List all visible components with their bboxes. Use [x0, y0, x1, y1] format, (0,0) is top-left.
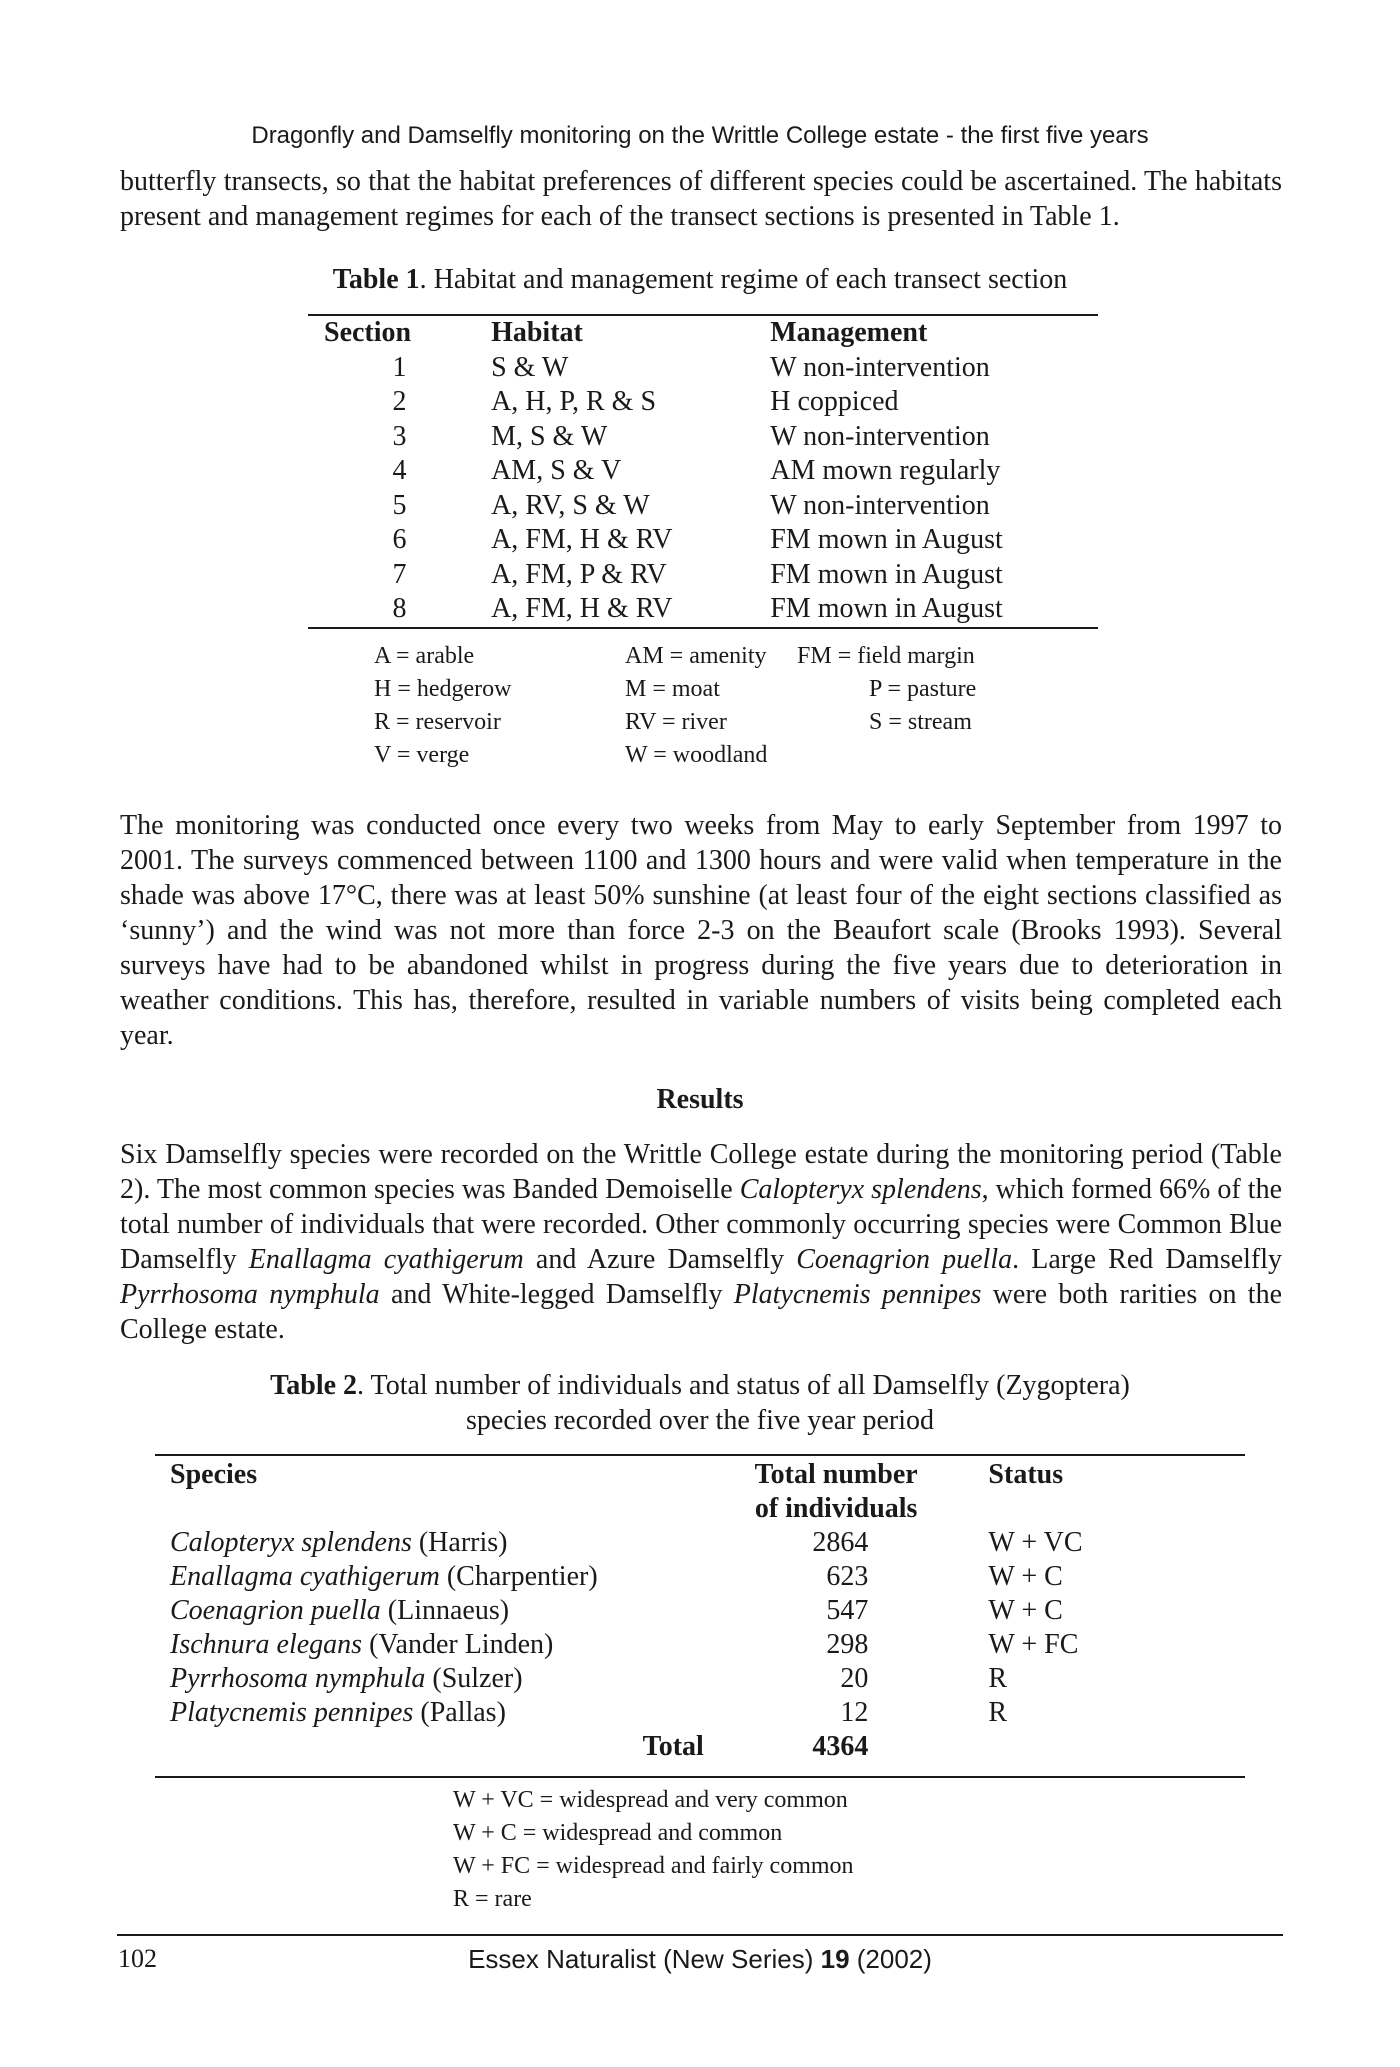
legend-amenity: AM = amenity — [625, 643, 767, 669]
legend-hedgerow: H = hedgerow — [374, 676, 512, 702]
total-value: 2864 — [812, 1527, 869, 1558]
habitat-cell: S & W — [491, 351, 569, 383]
total-cell — [744, 1560, 929, 1594]
table1-bottom-rule — [308, 627, 1098, 629]
methods-paragraph — [120, 808, 1282, 1053]
management-cell: W non-intervention — [770, 420, 990, 452]
total-cell — [744, 1526, 929, 1560]
species-cell — [155, 1594, 744, 1628]
total-cell — [744, 1628, 929, 1662]
status-cell: W + FC — [988, 1629, 1079, 1660]
table-row — [308, 351, 1098, 386]
total-value: 12 — [840, 1697, 869, 1728]
table2-header-species: Species — [170, 1459, 258, 1490]
total-cell — [744, 1594, 929, 1628]
table-row — [308, 489, 1098, 524]
status-cell: R — [988, 1697, 1008, 1728]
results-heading: Results — [656, 1084, 744, 1115]
table-row — [308, 454, 1098, 489]
species-cell — [155, 1560, 744, 1594]
results-text-part: were both rarities on the College estate. — [120, 1279, 1282, 1345]
total-value: 20 — [840, 1663, 869, 1694]
journal-citation — [0, 1944, 1400, 1975]
table2-caption — [0, 1368, 1400, 1403]
table1-caption — [0, 262, 1400, 297]
section-cell: 8 — [392, 593, 407, 624]
species-cell — [155, 1696, 744, 1730]
table2 — [155, 1458, 1245, 1764]
table2-title-line1: . Total number of individuals and status of all Damselfly (Zygoptera) — [357, 1370, 1130, 1401]
table1-header-section: Section — [324, 317, 412, 348]
table2-label: Table 2 — [270, 1370, 358, 1401]
habitat-cell: A, RV, S & W — [491, 489, 650, 521]
species-author: (Sulzer) — [425, 1663, 523, 1694]
habitat-cell: M, S & W — [491, 420, 608, 452]
section-cell: 2 — [392, 386, 407, 417]
footer-rule — [117, 1934, 1283, 1936]
section-cell: 1 — [392, 351, 407, 383]
legend-pasture: P = pasture — [869, 676, 977, 702]
total-value: 547 — [826, 1595, 869, 1626]
table2-total-row — [155, 1730, 1245, 1764]
species-name: Calopteryx splendens — [170, 1527, 412, 1558]
key-item: W + C = widespread and common — [453, 1820, 783, 1846]
management-cell: FM mown in August — [770, 558, 1003, 590]
key-item: W + FC = widespread and fairly common — [453, 1853, 854, 1879]
species-name: Enallagma cyathigerum — [248, 1244, 524, 1275]
section-cell: 3 — [392, 420, 407, 452]
table-row — [308, 420, 1098, 455]
table2-header-total: Total number of individuals — [754, 1459, 918, 1524]
species-name: Pyrrhosoma nymphula — [120, 1279, 380, 1310]
habitat-cell: A, H, P, R & S — [491, 386, 657, 417]
legend-verge: V = verge — [374, 742, 470, 768]
legend-field-margin: FM = field margin — [797, 643, 975, 669]
table1-label: Table 1 — [332, 264, 420, 295]
management-cell: W non-intervention — [770, 351, 990, 383]
methods-text: The monitoring was conducted once every two weeks from May to early September from 1997 to 2001. The surveys commenced between 1100 and 1300 hours and were valid when temperature in the shade was above 17°C, there was at least 50% sunshine (at least four of the eight sections classified as ‘sunny’) and the wind was not more than force 2-3 on the Beaufort scale (Brooks 1993). Several surveys have had to be abandoned whilst in progress during the five years due to deterioration in weather conditions. This has, therefore, resulted in variable numbers of visits being completed each year. — [120, 810, 1282, 1051]
status-cell: R — [988, 1663, 1008, 1694]
table-row — [155, 1560, 1245, 1594]
results-text — [120, 1137, 1282, 1347]
results-paragraph — [120, 1137, 1282, 1347]
species-cell — [155, 1628, 744, 1662]
legend-woodland: W = woodland — [625, 742, 768, 768]
page-number: 102 — [118, 1944, 157, 1973]
species-name: Platycnemis pennipes — [170, 1697, 414, 1728]
table-row — [155, 1628, 1245, 1662]
table1 — [308, 316, 1098, 627]
species-name: Ischnura elegans — [170, 1629, 363, 1660]
journal-year: (2002) — [849, 1944, 932, 1974]
results-text-part: and White-legged Damselfly — [379, 1279, 734, 1310]
table1-header-management: Management — [770, 317, 928, 348]
habitat-cell: A, FM, H & RV — [491, 593, 673, 624]
table1-title: . Habitat and management regime of each transect section — [419, 264, 1068, 295]
status-cell: W + C — [988, 1561, 1063, 1592]
journal-name: Essex Naturalist (New Series) — [468, 1944, 821, 1974]
species-cell — [155, 1526, 744, 1560]
species-author: (Pallas) — [413, 1697, 506, 1728]
key-item: R = rare — [453, 1886, 532, 1912]
section-cell: 7 — [392, 558, 407, 590]
table1-header-habitat: Habitat — [491, 317, 583, 348]
section-cell: 4 — [392, 455, 407, 486]
status-cell-empty — [928, 1730, 1245, 1764]
table-row — [155, 1696, 1245, 1730]
table2-key — [453, 1784, 854, 1916]
species-author: (Vander Linden) — [362, 1629, 554, 1660]
management-cell: H coppiced — [770, 386, 899, 417]
management-cell: FM mown in August — [770, 524, 1003, 555]
results-text-part: and Azure Damselfly — [523, 1244, 797, 1275]
table2-bottom-rule — [155, 1776, 1245, 1778]
species-author: (Charpentier) — [439, 1561, 598, 1592]
table2-header-status: Status — [988, 1459, 1064, 1490]
section-cell: 6 — [392, 524, 407, 555]
habitat-cell: A, FM, H & RV — [491, 524, 673, 555]
section-cell: 5 — [392, 489, 407, 521]
table-row — [155, 1526, 1245, 1560]
total-cell — [744, 1696, 929, 1730]
intro-text: butterfly transects, so that the habitat preferences of different species could be ascertained. The habitats present and management regimes for each of the transect sections is presented in Table 1. — [120, 166, 1282, 232]
table-row — [308, 385, 1098, 420]
table2-caption-line2: species recorded over the five year period — [466, 1405, 934, 1436]
table-row — [308, 558, 1098, 593]
legend-river: RV = river — [625, 709, 727, 735]
table1-header-row — [308, 316, 1098, 351]
table2-top-rule — [155, 1454, 1245, 1456]
intro-paragraph — [120, 164, 1282, 234]
species-author: (Harris) — [411, 1527, 508, 1558]
table-row — [308, 523, 1098, 558]
status-cell: W + VC — [988, 1527, 1083, 1558]
legend-moat: M = moat — [625, 676, 720, 702]
habitat-cell: AM, S & V — [491, 455, 622, 486]
status-cell: W + C — [988, 1595, 1063, 1626]
species-name: Enallagma cyathigerum — [170, 1561, 440, 1592]
total-value: 623 — [826, 1561, 869, 1592]
table2-header-row — [155, 1458, 1245, 1526]
species-author: (Linnaeus) — [380, 1595, 510, 1626]
legend-reservoir: R = reservoir — [374, 709, 501, 735]
species-name: Pyrrhosoma nymphula — [170, 1663, 426, 1694]
results-text-part: . Large Red Damselfly — [1012, 1244, 1283, 1275]
results-text-part: Six Damselfly species were recorded on the Writtle College estate during the monitoring period (Table 2). The most common species was Banded Demoiselle — [120, 1139, 1282, 1205]
species-name: Coenagrion puella — [170, 1595, 381, 1626]
total-cell — [744, 1662, 929, 1696]
table-row — [155, 1594, 1245, 1628]
table-row — [308, 592, 1098, 627]
results-text-part: , which formed 66% of the total number of individuals that were recorded. Other commonly occurring species were Common Blue Damselfly — [120, 1174, 1283, 1275]
table-row — [155, 1662, 1245, 1696]
total-label: Total — [642, 1731, 704, 1762]
species-cell — [155, 1662, 744, 1696]
total-value: 298 — [826, 1629, 869, 1660]
management-cell: W non-intervention — [770, 489, 990, 521]
species-name: Platycnemis pennipes — [733, 1279, 982, 1310]
management-cell: AM mown regularly — [770, 455, 1001, 486]
legend-stream: S = stream — [869, 709, 972, 735]
species-name: Coenagrion puella — [796, 1244, 1013, 1275]
running-head: Dragonfly and Damselfly monitoring on the Writtle College estate - the first five years — [251, 122, 1149, 149]
habitat-cell: A, FM, P & RV — [491, 558, 667, 590]
management-cell: FM mown in August — [770, 593, 1003, 624]
legend-arable: A = arable — [374, 643, 475, 669]
journal-volume: 19 — [820, 1944, 850, 1974]
total-cell — [744, 1730, 929, 1764]
species-name: Calopteryx splendens — [739, 1174, 982, 1205]
key-item: W + VC = widespread and very common — [453, 1787, 848, 1813]
grand-total-value: 4364 — [812, 1731, 869, 1762]
